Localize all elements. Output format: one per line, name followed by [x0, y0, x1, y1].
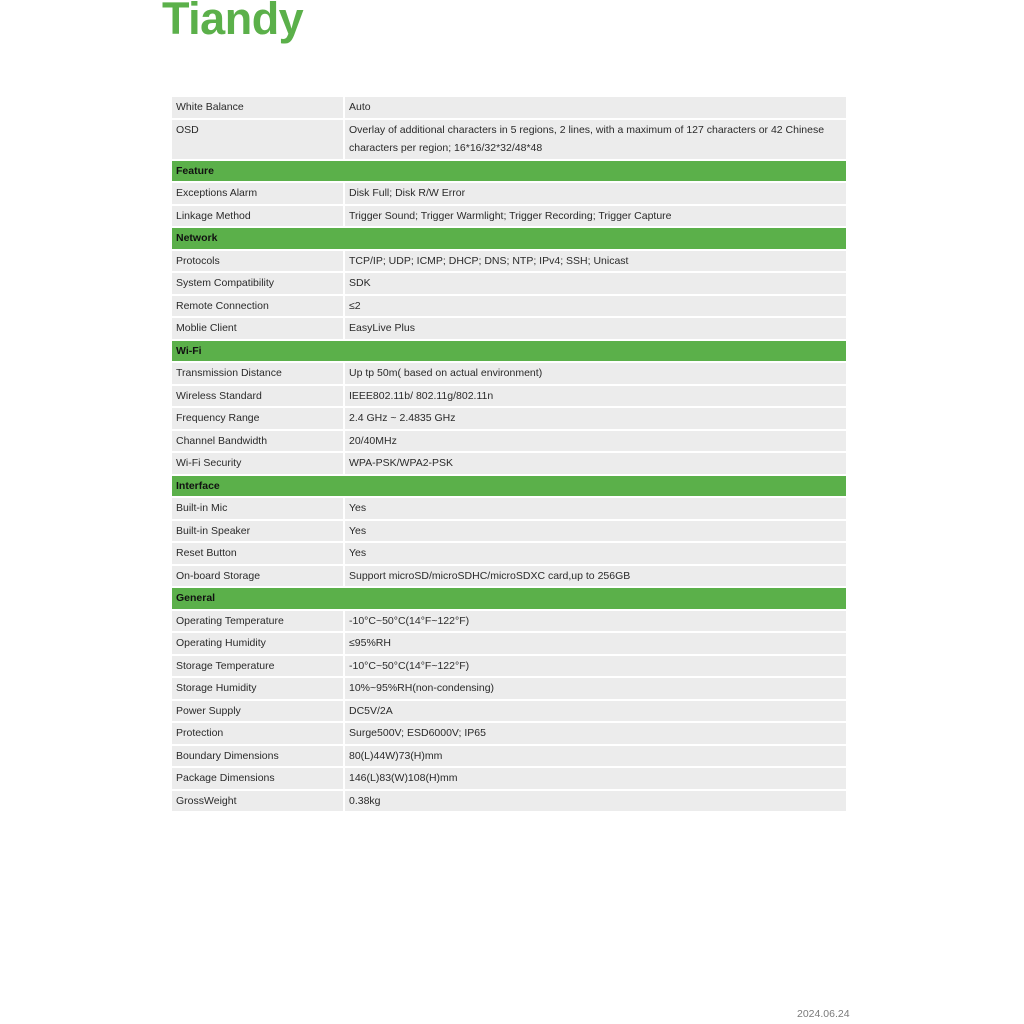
section-header-feature [172, 161, 846, 184]
spec-row [172, 273, 846, 296]
spec-value: Yes [343, 521, 846, 544]
spec-value: -10°C~50°C(14°F~122°F) [343, 656, 846, 679]
spec-value: ≤2 [343, 296, 846, 319]
spec-row [172, 543, 846, 566]
spec-value: WPA-PSK/WPA2-PSK [343, 453, 846, 476]
spec-label: Operating Humidity [172, 633, 343, 656]
tiandy-logo: Tiandy [162, 0, 304, 44]
spec-row [172, 408, 846, 431]
spec-row [172, 611, 846, 634]
spec-row [172, 386, 846, 409]
spec-label: Built-in Speaker [172, 521, 343, 544]
spec-row [172, 120, 846, 161]
spec-label: Built-in Mic [172, 498, 343, 521]
spec-value: Yes [343, 543, 846, 566]
spec-value: Trigger Sound; Trigger Warmlight; Trigger Recording; Trigger Capture [343, 206, 846, 229]
spec-table-body [172, 97, 846, 813]
spec-table [172, 97, 846, 813]
spec-row [172, 521, 846, 544]
spec-label: Linkage Method [172, 206, 343, 229]
spec-row [172, 633, 846, 656]
spec-label: Frequency Range [172, 408, 343, 431]
spec-row [172, 363, 846, 386]
spec-row [172, 431, 846, 454]
spec-label: GrossWeight [172, 791, 343, 814]
spec-value: SDK [343, 273, 846, 296]
spec-label: Wi-Fi Security [172, 453, 343, 476]
spec-value: 80(L)44W)73(H)mm [343, 746, 846, 769]
spec-label: Protection [172, 723, 343, 746]
section-header-network [172, 228, 846, 251]
spec-row [172, 498, 846, 521]
spec-label: Power Supply [172, 701, 343, 724]
section-title: General [172, 588, 846, 611]
spec-label: White Balance [172, 97, 343, 120]
spec-value: Auto [343, 97, 846, 120]
spec-label: Operating Temperature [172, 611, 343, 634]
spec-value: Surge500V; ESD6000V; IP65 [343, 723, 846, 746]
spec-row [172, 701, 846, 724]
spec-row [172, 97, 846, 120]
spec-label: Storage Temperature [172, 656, 343, 679]
spec-value: 20/40MHz [343, 431, 846, 454]
spec-value: Up tp 50m( based on actual environment) [343, 363, 846, 386]
spec-label: Remote Connection [172, 296, 343, 319]
spec-value: Yes [343, 498, 846, 521]
spec-label: Package Dimensions [172, 768, 343, 791]
spec-label: Channel Bandwidth [172, 431, 343, 454]
spec-label: Wireless Standard [172, 386, 343, 409]
spec-row [172, 183, 846, 206]
spec-value: Support microSD/microSDHC/microSDXC card,up to 256GB [343, 566, 846, 589]
spec-value: 2.4 GHz ~ 2.4835 GHz [343, 408, 846, 431]
spec-row [172, 791, 846, 814]
section-header-general [172, 588, 846, 611]
spec-label: System Compatibility [172, 273, 343, 296]
spec-label: Exceptions Alarm [172, 183, 343, 206]
spec-row [172, 251, 846, 274]
spec-row [172, 566, 846, 589]
section-header-interface [172, 476, 846, 499]
spec-label: OSD [172, 120, 343, 161]
section-header-wi-fi [172, 341, 846, 364]
spec-row [172, 318, 846, 341]
section-title: Wi-Fi [172, 341, 846, 364]
spec-label: Protocols [172, 251, 343, 274]
section-title: Network [172, 228, 846, 251]
spec-value: Disk Full; Disk R/W Error [343, 183, 846, 206]
spec-row [172, 723, 846, 746]
spec-row [172, 746, 846, 769]
section-title: Interface [172, 476, 846, 499]
spec-value: EasyLive Plus [343, 318, 846, 341]
spec-label: Storage Humidity [172, 678, 343, 701]
spec-row [172, 678, 846, 701]
spec-value: Overlay of additional characters in 5 regions, 2 lines, with a maximum of 127 characters or 42 Chinese characters per region; 16*16/32*32/48*48 [343, 120, 846, 161]
spec-label: Transmission Distance [172, 363, 343, 386]
spec-row [172, 296, 846, 319]
spec-value: ≤95%RH [343, 633, 846, 656]
footer-date: 2024.06.24 [797, 1008, 850, 1020]
spec-value: 0.38kg [343, 791, 846, 814]
spec-label: On-board Storage [172, 566, 343, 589]
spec-value: TCP/IP; UDP; ICMP; DHCP; DNS; NTP; IPv4; SSH; Unicast [343, 251, 846, 274]
spec-label: Reset Button [172, 543, 343, 566]
section-title: Feature [172, 161, 846, 184]
spec-row [172, 768, 846, 791]
spec-value: 146(L)83(W)108(H)mm [343, 768, 846, 791]
spec-value: 10%~95%RH(non-condensing) [343, 678, 846, 701]
spec-value: DC5V/2A [343, 701, 846, 724]
spec-label: Boundary Dimensions [172, 746, 343, 769]
spec-value: -10°C~50°C(14°F~122°F) [343, 611, 846, 634]
spec-label: Moblie Client [172, 318, 343, 341]
spec-row [172, 656, 846, 679]
spec-row [172, 453, 846, 476]
spec-value: IEEE802.11b/ 802.11g/802.11n [343, 386, 846, 409]
spec-row [172, 206, 846, 229]
